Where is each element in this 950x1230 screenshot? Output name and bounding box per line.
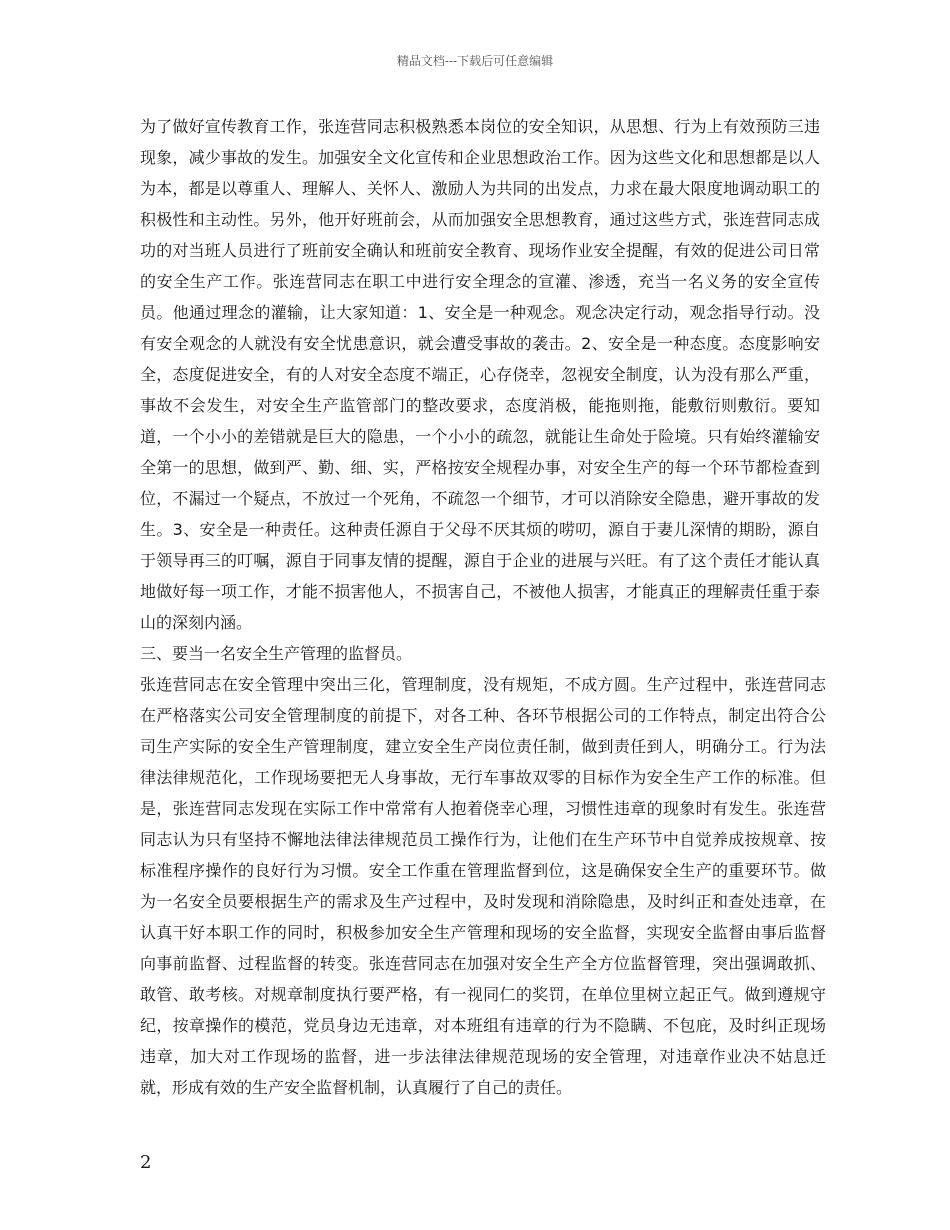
body-paragraph-2: 张连营同志在安全管理中突出三化，管理制度，没有规矩，不成方圆。生产过程中，张连营同志在严格落实公司安全管理制度的前提下，对各工种、各环节根据公司的工作特点，制定出符合公司生产实际的安全生产管理制度，建立安全生产岗位责任制，做到责任到人，明确分工。行为法律法律规范化，工作现场要把无人身事故，无行车事故双零的目标作为安全生产工作的标准。但是，张连营同志发现在实际工作中常常有人抱着侥幸心理，习惯性违章的现象时有发生。张连营同志认为只有坚持不懈地法律法律规范员工操作行为，让他们在生产环节中自觉养成按规章、按标准程序操作的良好行为习惯。安全工作重在管理监督到位，这是确保安全生产的重要环节。做为一名安全员要根据生产的需求及生产过程中，及时发现和消除隐患，及时纠正和查处违章，在认真干好本职工作的同时，积极参加安全生产管理和现场的安全监督，实现安全监督由事后监督向事前监督、过程监督的转变。张连营同志在加强对安全生产全方位监督管理，突出强调敢抓、敢管、敢考核。对规章制度执行要严格，有一视同仁的奖罚，在单位里树立起正气。做到遵规守纪，按章操作的模范，党员身边无违章，对本班组有违章的行为不隐瞒、不包庇，及时纠正现场违章，加大对工作现场的监督，进一步法律法律规范现场的安全管理，对违章作业决不姑息迁就，形成有效的生产安全监督机制，认真履行了自己的责任。 bbox=[140, 675, 826, 1097]
page-number: 2 bbox=[140, 1152, 152, 1173]
body-paragraph-1: 为了做好宣传教育工作，张连营同志积极熟悉本岗位的安全知识，从思想、行为上有效预防三违现象，减少事故的发生。加强安全文化宣传和企业思想政治工作。因为这些文化和思想都是以人为本，都是以尊重人、理解人、关怀人、激励人为共同的出发点，力求在最大限度地调动职工的积极性和主动性。另外，他开好班前会，从而加强安全思想教育，通过这些方式，张连营同志成功的对当班人员进行了班前安全确认和班前安全教育、现场作业安全提醒，有效的促进公司日常的安全生产工作。张连营同志在职工中进行安全理念的宣灌、渗透，充当一名义务的安全宣传员。他通过理念的灌输，让大家知道：1、安全是一种观念。观念决定行动，观念指导行动。没有安全观念的人就没有安全忧患意识，就会遭受事故的袭击。2、安全是一种态度。态度影响安全，态度促进安全，有的人对安全态度不端正，心存侥幸，忽视安全制度，认为没有那么严重，事故不会发生，对安全生产监管部门的整改要求，态度消极，能拖则拖，能敷衍则敷衍。要知道，一个小小的差错就是巨大的隐患，一个小小的疏忽，就能让生命处于险境。只有始终灌输安全第一的思想，做到严、勤、细、实，严格按安全规程办事，对安全生产的每一个环节都检查到位，不漏过一个疑点，不放过一个死角，不疏忽一个细节，才可以消除安全隐患，避开事故的发生。3、安全是一种责任。这种责任源自于父母不厌其烦的唠叨，源自于妻儿深情的期盼，源自于领导再三的叮嘱，源自于同事友情的提醒，源自于企业的进展与兴旺。有了这个责任才能认真地做好每一项工作，才能不损害他人，不损害自己，不被他人损害，才能真正的理解责任重于泰山的深刻内涵。 bbox=[140, 117, 820, 632]
page-header: 精品文档---下载后可任意编辑 bbox=[396, 54, 554, 68]
section-heading-3: 三、要当一名安全生产管理的监督员。 bbox=[140, 644, 413, 663]
document-body bbox=[140, 111, 826, 1103]
